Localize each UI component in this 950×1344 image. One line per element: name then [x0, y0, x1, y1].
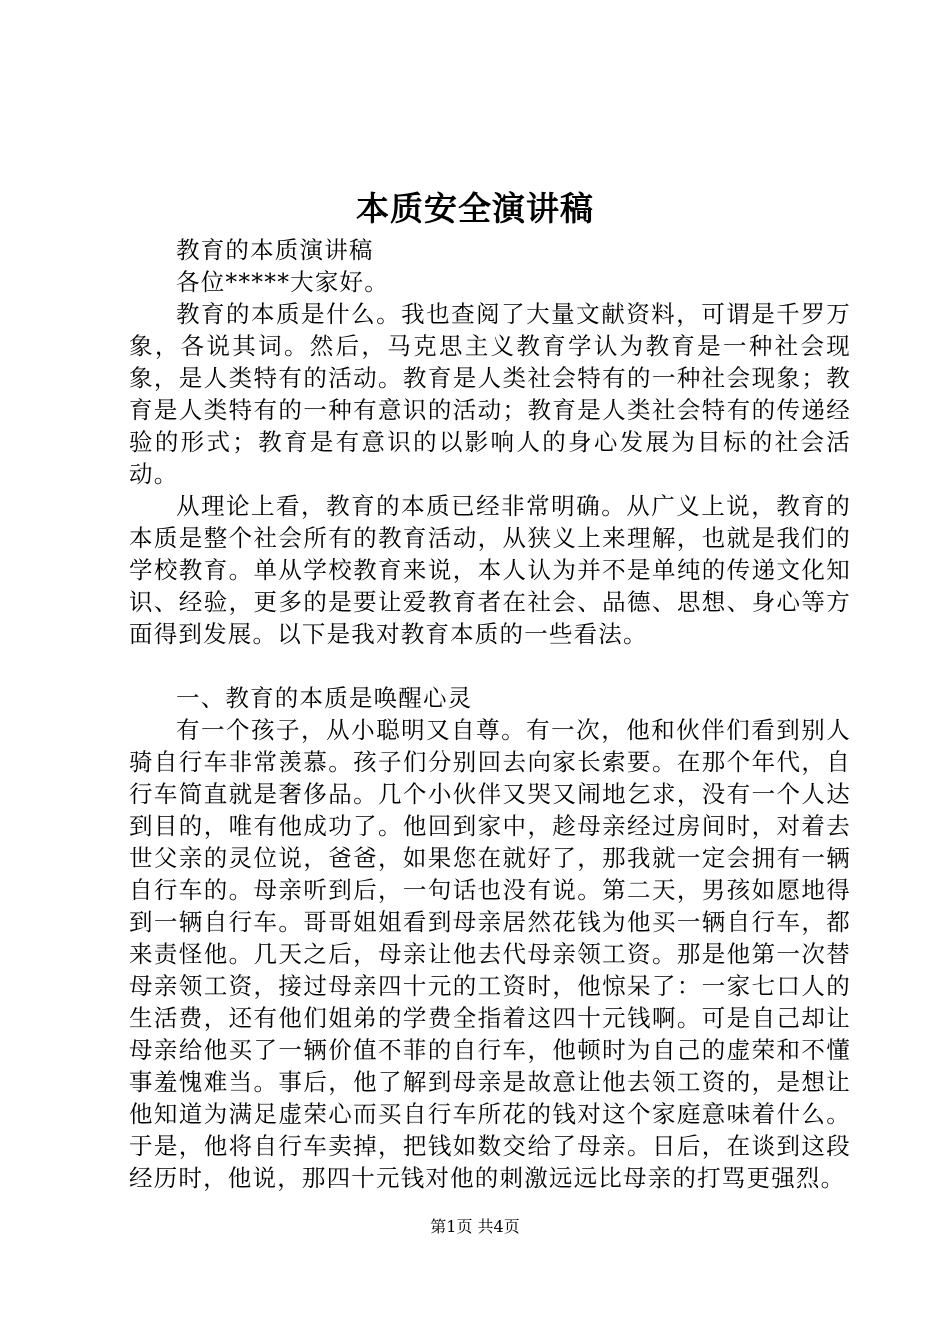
paragraph-greeting: 各位*****大家好。 — [176, 268, 389, 296]
paragraph-body: 有一个孩子，从小聪明又自尊。有一次，他和伙伴们看到别人骑自行车非常羡慕。孩子们分别回去向家长索要。在那个年代，自行车简直就是奢侈品。几个小伙伴又哭又闹地乞求，没有一个人达到目的，唯有他成功了。他回到家中，趁母亲经过房间时，对着去世父亲的灵位说，爸爸，如果您在就好了，那我就一定会拥有一辆自行车的。母亲听到后，一句话也没有说。第二天，男孩如愿地得到一辆自行车。哥哥姐姐看到母亲居然花钱为他买一辆自行车，都来责怪他。几天之后，母亲让他去代母亲领工资。那是他第一次替母亲领工资，接过母亲四十元的工资时，他惊呆了：一家七口人的生活费，还有他们姐弟的学费全指着这四十元钱啊。可是自己却让母亲给他买了一辆价值不菲的自行车，他顿时为自己的虚荣和不懂事羞愧难当。事后，他了解到母亲是故意让他去领工资的，是想让他知道为满足虚荣心而买自行车所花的钱对这个家庭意味着什么。于是，他将自行车卖掉，把钱如数交给了母亲。日后，在谈到这段经历时，他说，那四十元钱对他的刺激远远比母亲的打骂更强烈。 — [129, 716, 851, 1192]
paragraph-subtitle: 教育的本质演讲稿 — [176, 236, 374, 264]
document-body — [129, 234, 851, 1194]
paragraph-body: 从理论上看，教育的本质已经非常明确。从广义上说，教育的本质是整个社会所有的教育活动，从狭义上来理解，也就是我们的学校教育。单从学校教育来说，本人认为并不是单纯的传递文化知识、经验，更多的是要让爱教育者在社会、品德、思想、身心等方面得到发展。以下是我对教育本质的一些看法。 — [129, 492, 851, 648]
page-number-footer: 第1页 共4页 — [430, 1217, 520, 1236]
section-heading: 一、教育的本质是唤醒心灵 — [176, 684, 473, 712]
paragraph-body: 教育的本质是什么。我也查阅了大量文献资料，可谓是千罗万象，各说其词。然后，马克思主义教育学认为教育是一种社会现象，是人类特有的活动。教育是人类社会特有的一种社会现象；教育是人类特有的一种有意识的活动；教育是人类社会特有的传递经验的形式；教育是有意识的以影响人的身心发展为目标的社会活动。 — [129, 300, 851, 488]
document-title: 本质安全演讲稿 — [356, 189, 594, 228]
